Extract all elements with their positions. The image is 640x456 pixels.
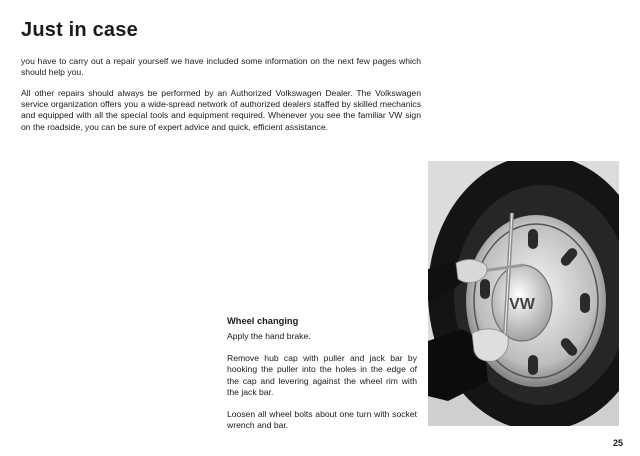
step-1: Apply the hand brake. <box>227 331 311 341</box>
wheel-changing-photo <box>428 161 619 426</box>
section-heading: Wheel changing <box>227 316 299 326</box>
page-number: 25 <box>612 438 623 448</box>
intro-paragraph-1: you have to carry out a repair yourself we have included some information on the next few pages which should help you. <box>21 56 421 78</box>
step-3: Loosen all wheel bolts about one turn with socket wrench and bar. <box>227 409 417 431</box>
step-2: Remove hub cap with puller and jack bar by hooking the puller into the holes in the edge of the cap and levering against the wheel rim with the jack bar. <box>227 353 417 397</box>
vw-emblem: VW <box>509 296 535 313</box>
wheel-changing-section <box>227 316 417 442</box>
tire-hubcap-illustration <box>428 161 619 426</box>
intro-paragraph-2: All other repairs should always be performed by an Authorized Volkswagen Dealer. The Volkswagen service organization offers you a wide-spread network of authorized dealers staffed by skilled mechanics and equipped with all the special tools and equipment required. Whenever you see the familiar VW sign on the roadside, you can be sure of expert advice and quick, efficient assistance. <box>21 88 421 132</box>
page-title: Just in case <box>21 19 138 41</box>
